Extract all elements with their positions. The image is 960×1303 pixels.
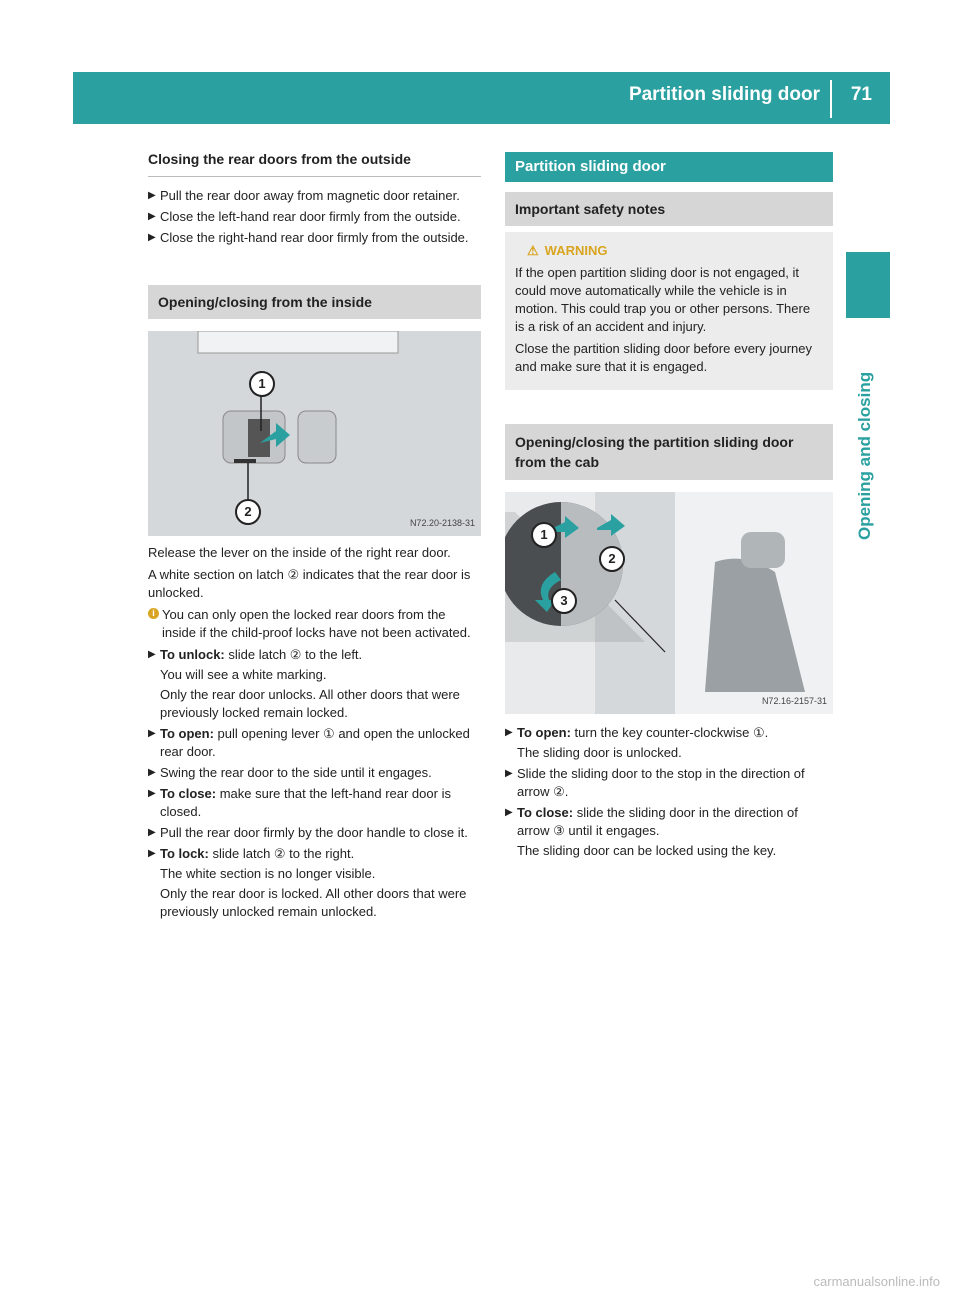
step-text: Pull the rear door firmly by the door handle to close it. <box>160 825 468 840</box>
left-column <box>148 150 481 924</box>
steps-closing-outside <box>148 187 481 247</box>
warning-text-1: If the open partition sliding door is not engaged, it could move automatically while the vehicle is in motion. This could trap you or other persons. There is a risk of an accident and injury. <box>515 265 811 334</box>
step-text: Close the left-hand rear door firmly from the outside. <box>160 209 461 224</box>
step-lead: To unlock: <box>160 647 225 662</box>
step-arrow-icon: ▶ <box>148 649 156 660</box>
step-arrow-icon: ▶ <box>148 827 156 838</box>
step-item <box>505 765 833 801</box>
step-arrow-icon: ▶ <box>148 848 156 859</box>
step-text: pull opening lever ① and open the unlocked rear door. <box>160 726 470 759</box>
paragraph-white-section: A white section on latch ② indicates that the rear door is unlocked. <box>148 567 471 600</box>
warning-box <box>505 232 833 390</box>
step-item <box>505 724 833 762</box>
callout-3: 3 <box>551 588 577 614</box>
page-header <box>73 72 890 124</box>
warning-text-2: Close the partition sliding door before every journey and make sure that it is engaged. <box>515 341 813 374</box>
warning-triangle-icon: ⚠ <box>527 243 539 258</box>
step-subtext: The sliding door can be locked using the key. <box>517 843 777 858</box>
step-text: turn the key counter-clockwise ①. <box>570 725 769 740</box>
step-arrow-icon: ▶ <box>505 807 513 818</box>
chapter-label: Opening and closing <box>855 371 874 540</box>
figure-partition-door <box>505 492 833 714</box>
section-bar-partition: Partition sliding door <box>505 152 833 182</box>
latch-illustration <box>148 331 481 536</box>
step-text: Swing the rear door to the side until it engages. <box>160 765 432 780</box>
page-number: 71 <box>850 84 872 105</box>
step-text: Pull the rear door away from magnetic door retainer. <box>160 188 460 203</box>
step-lead: To open: <box>517 725 571 740</box>
step-arrow-icon: ▶ <box>148 767 156 778</box>
step-text: make sure that the left-hand rear door is closed. <box>160 786 451 819</box>
header-title: Partition sliding door <box>628 84 820 105</box>
subhead-safety: Important safety notes <box>505 192 833 226</box>
info-icon: i <box>148 608 159 619</box>
info-note-text: You can only open the locked rear doors from the inside if the child-proof locks have not been activated. <box>162 607 471 640</box>
warning-heading: ⚠ WARNING <box>527 243 608 258</box>
step-arrow-icon: ▶ <box>505 768 513 779</box>
step-item <box>148 725 481 761</box>
step-subtext: Only the rear door unlocks. All other doors that were previously locked remain locked. <box>160 687 460 720</box>
paragraph-release-lever: Release the lever on the inside of the right rear door. <box>148 545 451 560</box>
steps-opening-inside <box>148 646 481 921</box>
figure-id: N72.16-2157-31 <box>761 696 827 706</box>
step-subtext: The sliding door is unlocked. <box>517 745 682 760</box>
figure-id: N72.20-2138-31 <box>409 518 475 528</box>
step-item <box>148 229 481 247</box>
step-item <box>148 845 481 921</box>
step-lead: To close: <box>517 805 574 820</box>
callout-1: 1 <box>531 522 557 548</box>
subhead-partition-cab: Opening/closing the partition sliding door from the cab <box>505 424 833 480</box>
right-column <box>505 152 833 863</box>
step-arrow-icon: ▶ <box>505 727 513 738</box>
callout-2: 2 <box>235 499 261 525</box>
step-item <box>148 824 481 842</box>
step-text: slide latch ② to the left. <box>224 647 363 662</box>
callout-2: 2 <box>599 546 625 572</box>
steps-partition <box>505 724 833 860</box>
step-text: slide the sliding door in the direction of arrow ③ until it engages. <box>517 805 798 838</box>
step-arrow-icon: ▶ <box>148 788 156 799</box>
step-arrow-icon: ▶ <box>148 190 156 201</box>
step-arrow-icon: ▶ <box>148 232 156 243</box>
step-lead: To close: <box>160 786 217 801</box>
step-subtext: You will see a white marking. <box>160 667 327 682</box>
step-item <box>505 804 833 860</box>
step-item <box>148 646 481 722</box>
step-arrow-icon: ▶ <box>148 728 156 739</box>
callout-1: 1 <box>249 371 275 397</box>
step-text: Slide the sliding door to the stop in the direction of arrow ②. <box>517 766 805 799</box>
header-separator <box>830 80 832 118</box>
step-text: slide latch ② to the right. <box>208 846 355 861</box>
step-arrow-icon: ▶ <box>148 211 156 222</box>
step-text: Close the right-hand rear door firmly from the outside. <box>160 230 469 245</box>
info-note <box>148 606 481 642</box>
step-subtext: The white section is no longer visible. <box>160 866 376 881</box>
chapter-tab <box>846 252 890 318</box>
step-subtext: Only the rear door is locked. All other doors that were previously unlocked remain unlocked. <box>160 886 467 919</box>
step-lead: To open: <box>160 726 214 741</box>
step-item <box>148 764 481 782</box>
section-heading-closing-outside: Closing the rear doors from the outside <box>148 150 481 177</box>
step-item <box>148 208 481 226</box>
figure-rear-door-latch <box>148 331 481 536</box>
step-item <box>148 187 481 205</box>
step-lead: To lock: <box>160 846 209 861</box>
subhead-opening-inside: Opening/closing from the inside <box>148 285 481 319</box>
step-item <box>148 785 481 821</box>
footer-watermark: carmanualsonline.info <box>813 1274 940 1289</box>
